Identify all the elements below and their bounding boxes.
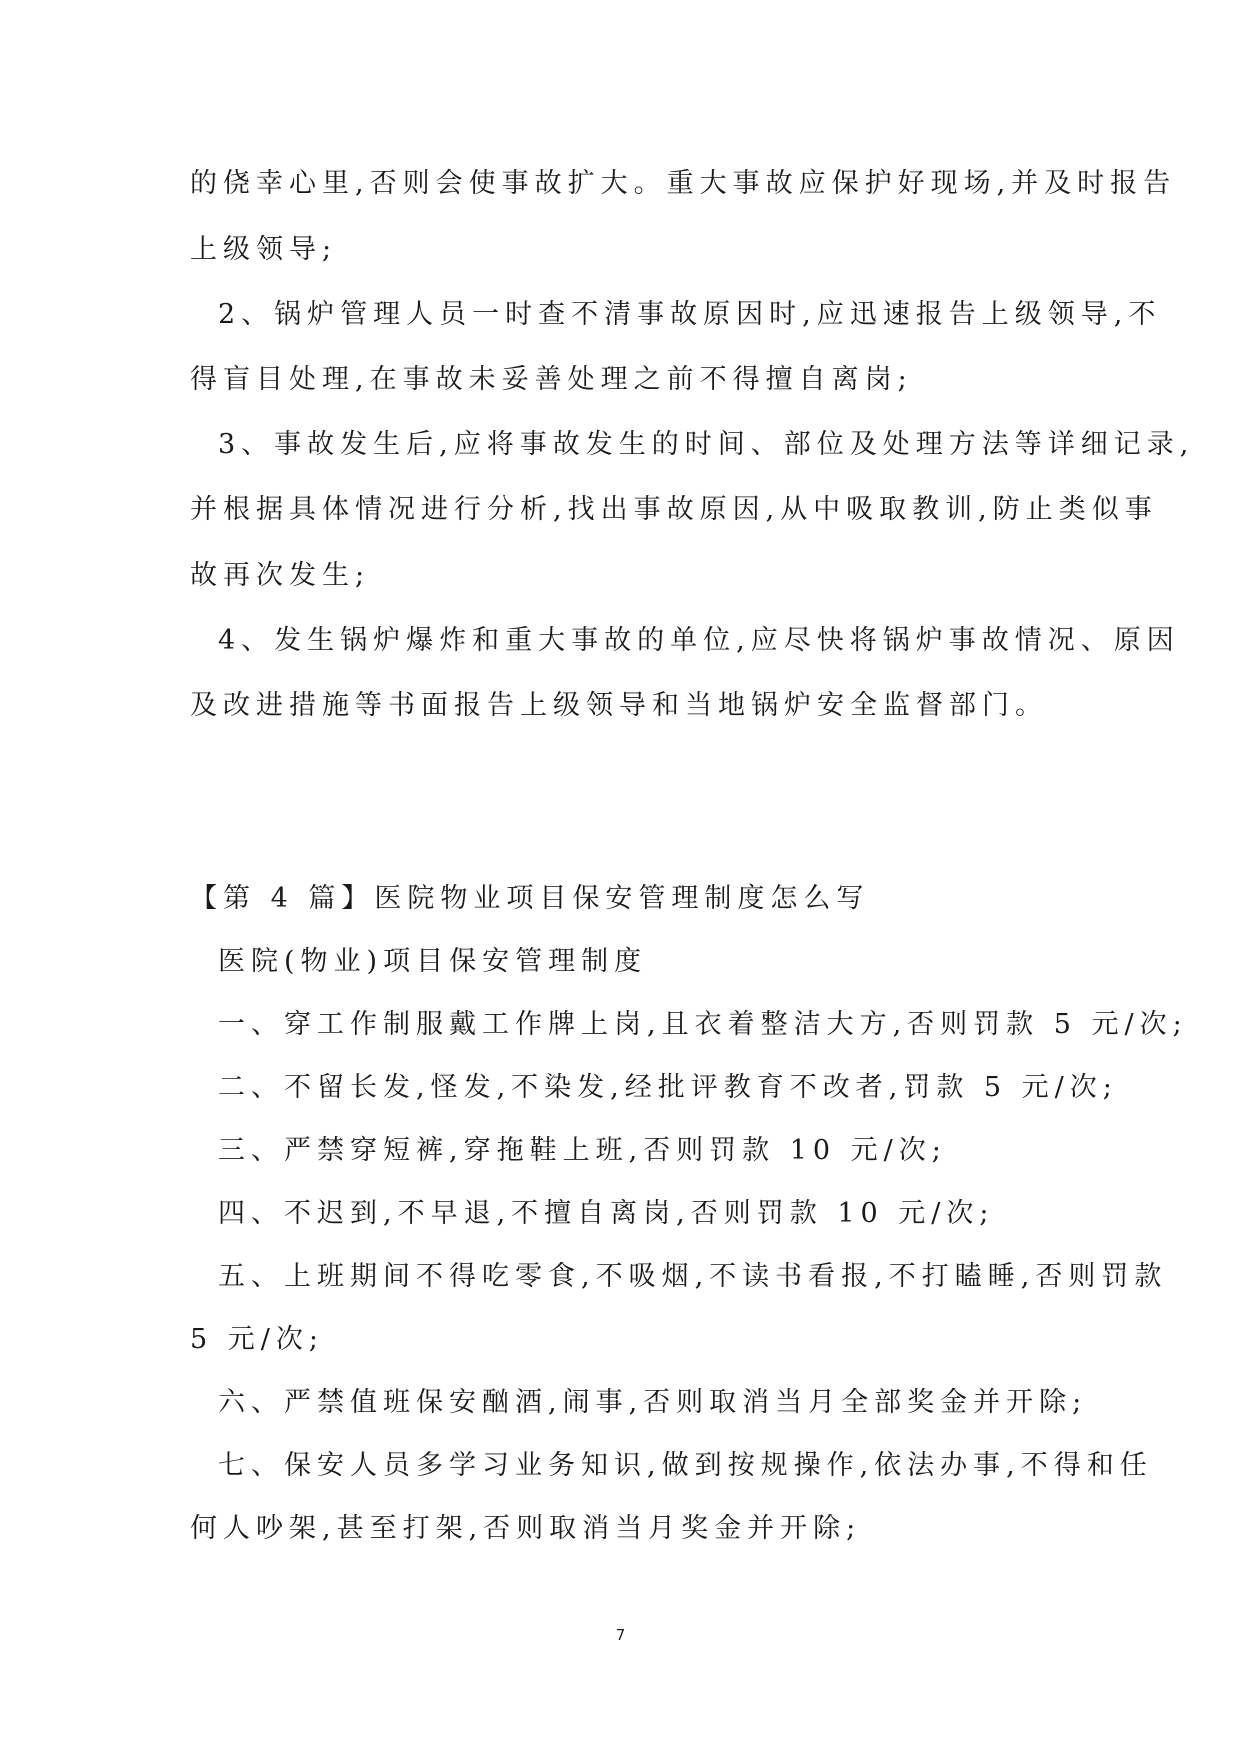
rule-item: 三、严禁穿短裤,穿拖鞋上班,否则罚款 10 元/次; <box>218 1135 947 1166</box>
paragraph-line: 并根据具体情况进行分析,找出事故原因,从中吸取教训,防止类似事 <box>190 494 1158 525</box>
rule-item: 四、不迟到,不早退,不擅自离岗,否则罚款 10 元/次; <box>218 1198 995 1229</box>
page-number: 7 <box>615 1626 626 1644</box>
paragraph-line: 得盲目处理,在事故未妥善处理之前不得擅自离岗; <box>190 364 913 395</box>
rule-item: 六、严禁值班保安酗酒,闹事,否则取消当月全部奖金并开除; <box>218 1387 1088 1418</box>
document-title: 医院(物业)项目保安管理制度 <box>218 946 648 977</box>
paragraph-line: 4、发生锅炉爆炸和重大事故的单位,应尽快将锅炉事故情况、原因 <box>218 625 1180 656</box>
paragraph-line: 故再次发生; <box>190 560 371 591</box>
rule-item: 二、不留长发,怪发,不染发,经批评教育不改者,罚款 5 元/次; <box>218 1072 1118 1103</box>
paragraph-line: 及改进措施等书面报告上级领导和当地锅炉安全监督部门。 <box>190 690 1048 721</box>
rule-item: 七、保安人员多学习业务知识,做到按规操作,依法办事,不得和任 <box>218 1450 1153 1481</box>
paragraph-line: 2、锅炉管理人员一时查不清事故原因时,应迅速报告上级领导,不 <box>218 299 1162 330</box>
rule-item: 五、上班期间不得吃零食,不吸烟,不读书看报,不打瞌睡,否则罚款 <box>218 1261 1168 1292</box>
paragraph-line: 的侥幸心里,否则会使事故扩大。重大事故应保护好现场,并及时报告 <box>190 168 1177 199</box>
section-heading: 【第 4 篇】医院物业项目保安管理制度怎么写 <box>190 883 870 914</box>
rule-item-continuation: 5 元/次; <box>190 1324 324 1355</box>
paragraph-line: 上级领导; <box>190 234 338 265</box>
paragraph-line: 3、事故发生后,应将事故发生的时间、部位及处理方法等详细记录, <box>218 429 1195 460</box>
rule-item: 一、穿工作制服戴工作牌上岗,且衣着整洁大方,否则罚款 5 元/次; <box>218 1009 1188 1040</box>
rule-item-continuation: 何人吵架,甚至打架,否则取消当月奖金并开除; <box>190 1513 862 1544</box>
